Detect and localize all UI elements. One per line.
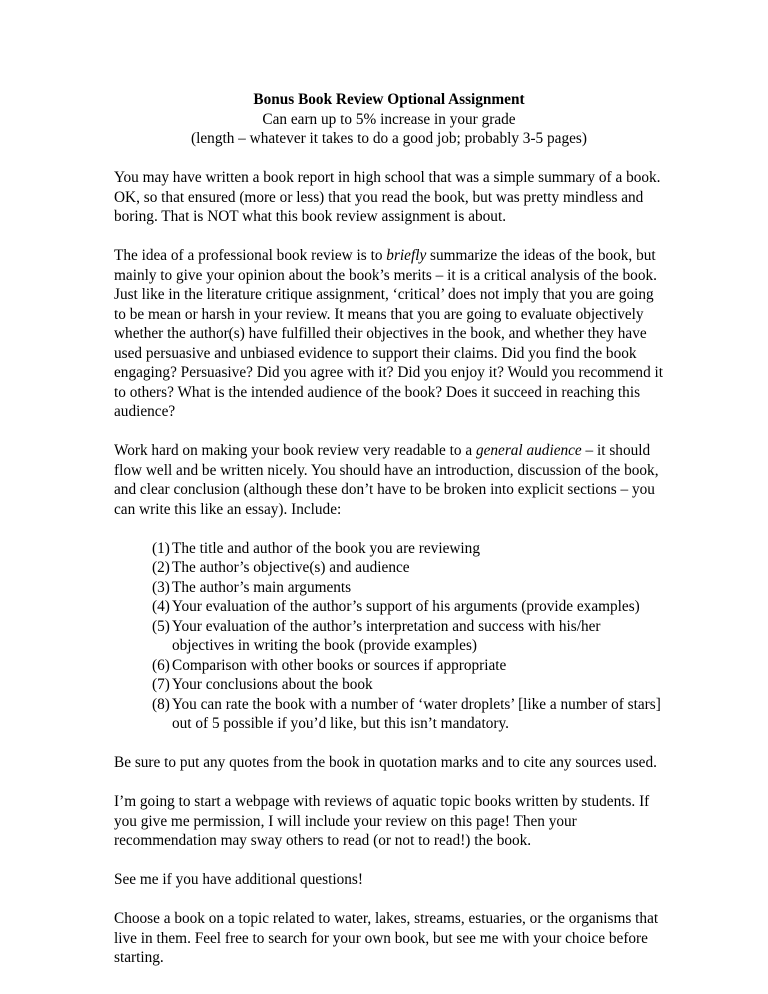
list-item bbox=[152, 695, 664, 734]
document-subtitle-length: (length – whatever it takes to do a good job; probably 3-5 pages) bbox=[191, 130, 587, 147]
list-item-text: You can rate the book with a number of ‘water droplets’ [like a number of stars] out of 5 possible if you’d like, but this isn’t mandatory. bbox=[172, 695, 661, 732]
document-title: Bonus Book Review Optional Assignment bbox=[253, 91, 525, 108]
list-item-text: Comparison with other books or sources if appropriate bbox=[172, 656, 507, 674]
paragraph-webpage: I’m going to start a webpage with reviews of aquatic topic books written by students. If you give me permission, I will include your review on this page! Then your recommendation may sway others to read (or not to read!) the book. bbox=[114, 793, 650, 849]
list-item-text: Your evaluation of the author’s interpretation and success with his/her objectives in writing the book (provide examples) bbox=[172, 617, 601, 654]
paragraph-quotes: Be sure to put any quotes from the book in quotation marks and to cite any sources used. bbox=[114, 754, 657, 771]
list-item-number: (5) bbox=[152, 617, 170, 635]
list-item-text: Your conclusions about the book bbox=[172, 676, 373, 693]
paragraph-readability-text-a: Work hard on making your book review very readable to a bbox=[114, 442, 476, 459]
paragraph-questions: See me if you have additional questions! bbox=[114, 871, 363, 888]
list-item bbox=[152, 578, 664, 598]
paragraph-intro: You may have written a book report in high school that was a simple summary of a book. OK, so that ensured (more or less) that you read the book, but was pretty mindless and boring. That is NOT what this book review assignment is about. bbox=[114, 169, 661, 225]
list-item bbox=[152, 617, 664, 656]
list-item bbox=[152, 656, 664, 676]
list-item-number: (2) bbox=[152, 559, 170, 576]
document-body bbox=[114, 90, 664, 987]
list-item bbox=[152, 597, 664, 617]
list-item-number: (4) bbox=[152, 598, 170, 615]
emphasis-general-audience: general audience bbox=[475, 442, 582, 459]
list-item bbox=[152, 558, 664, 578]
list-item-number: (1) bbox=[152, 539, 170, 557]
list-item-number: (8) bbox=[152, 695, 170, 713]
document-subtitle-grade: Can earn up to 5% increase in your grade bbox=[262, 110, 516, 128]
list-item-text: The author’s main arguments bbox=[172, 578, 352, 596]
list-item-number: (6) bbox=[152, 656, 170, 674]
list-item-number: (3) bbox=[152, 578, 170, 596]
paragraph-review-idea-text-a: The idea of a professional book review is to bbox=[114, 247, 387, 264]
list-item bbox=[152, 675, 664, 695]
list-item bbox=[152, 539, 664, 559]
list-item-text: The title and author of the book you are reviewing bbox=[172, 539, 480, 557]
paragraph-review-idea bbox=[114, 246, 664, 422]
include-list bbox=[114, 539, 664, 734]
paragraph-readability bbox=[114, 441, 664, 519]
list-item-number: (7) bbox=[152, 676, 170, 693]
list-item-text: The author’s objective(s) and audience bbox=[172, 559, 410, 576]
document-header bbox=[114, 90, 664, 149]
paragraph-review-idea-text-b: summarize the ideas of the book, but mainly to give your opinion about the book’s merits – it is a critical analysis of the book. Just like in the literature critique assignment, ‘critical’ does not imply that you are going to be mean or harsh in your review. It means that you are going to evaluate objectively whether the author(s) have fulfilled their objectives in the book, and whether they have used persuasive and unbiased evidence to support their claims. Did you find the book engaging? Persuasive? Did you agree with it? Did you enjoy it? Would you recommend it to others? What is the intended audience of the book? Does it succeed in reaching this audience? bbox=[114, 247, 664, 420]
paragraph-readability-text-b: – it should flow well and be written nicely. You should have an introduction, discussion of the book, and clear conclusion (although these don’t have to be broken into explicit sections – you can write this like an essay). Include: bbox=[114, 442, 659, 518]
list-item-text: Your evaluation of the author’s support of his arguments (provide examples) bbox=[172, 598, 640, 615]
emphasis-briefly: briefly bbox=[386, 247, 427, 264]
paragraph-choose-book: Choose a book on a topic related to water, lakes, streams, estuaries, or the organisms that live in them. Feel free to search for your own book, but see me with your choice before starting. bbox=[114, 910, 659, 966]
